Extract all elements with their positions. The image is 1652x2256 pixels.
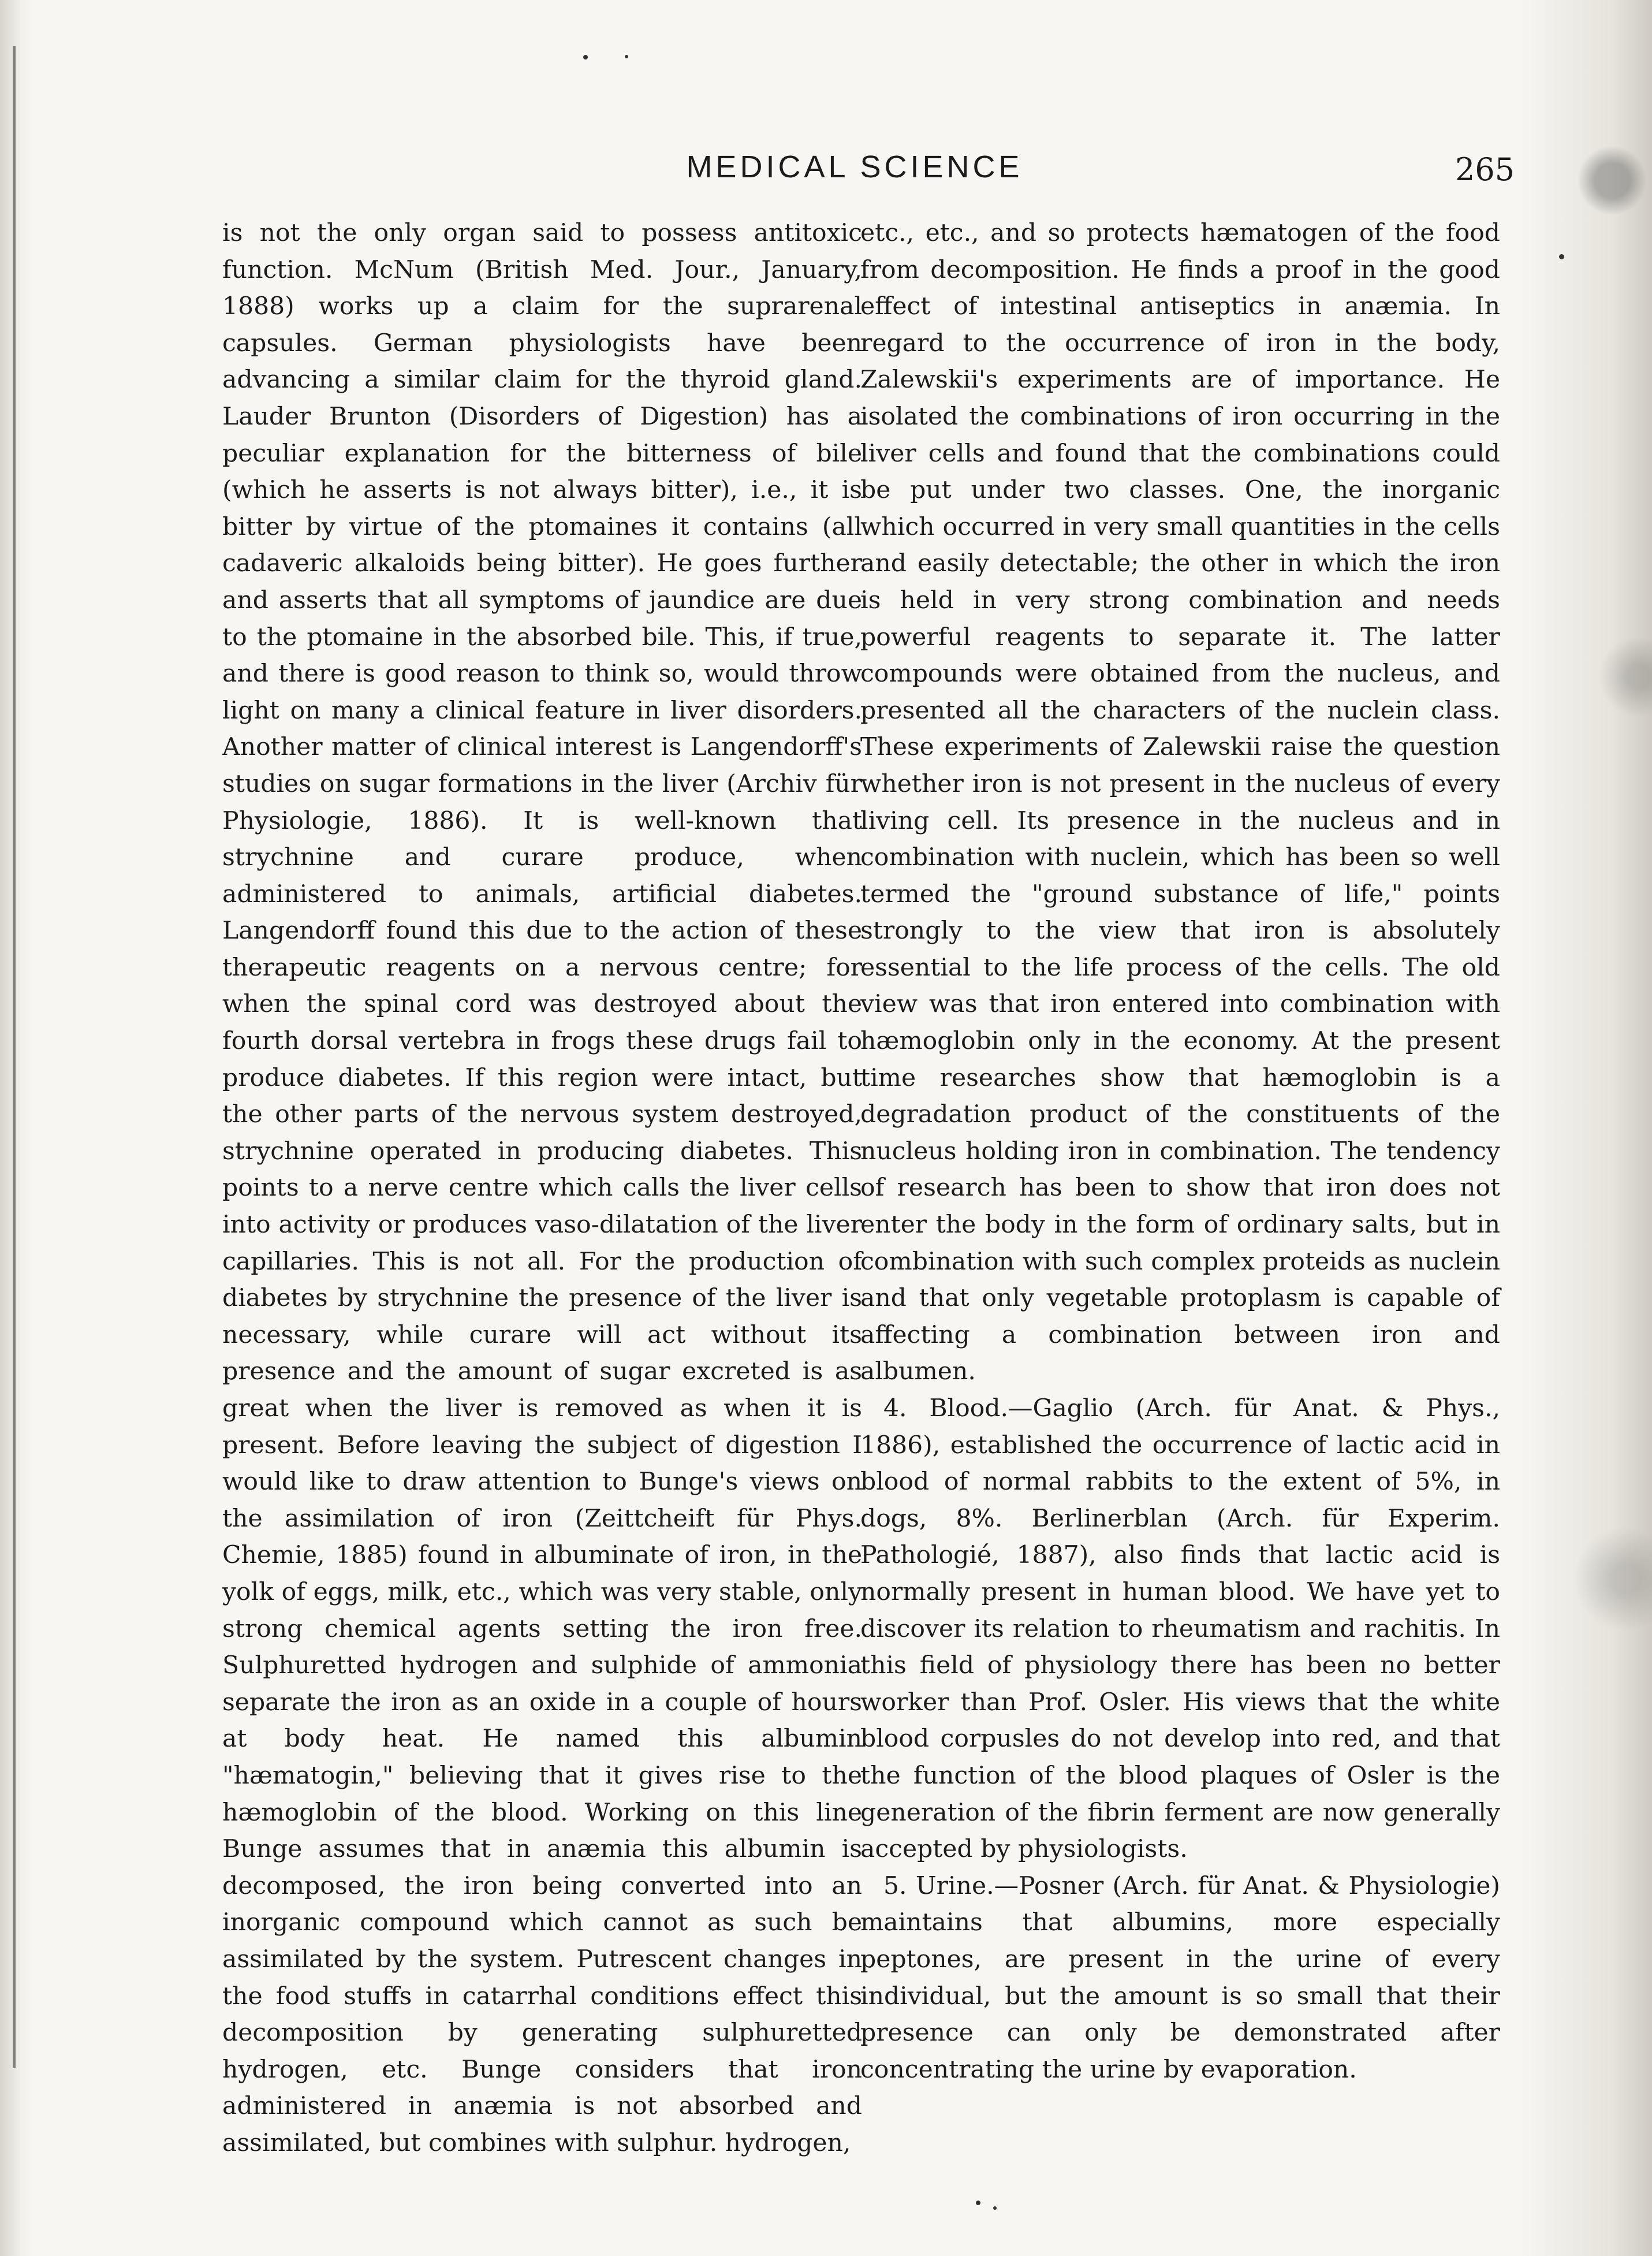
right-column (860, 215, 1500, 2088)
right-page-edge (1519, 0, 1652, 2256)
right-paragraph-blood: 4. Blood.—Gaglio (Arch. für Anat. & Phys., 1886), established the occurrence of lactic acid in blood of normal rabbits to the extent of 5%, in dogs, 8%. Berlinerblan (Arch. für Experim. Pathologié, 1887), also finds that lactic acid is normally present in human blood. We have yet to discover its relation to rheumatism and rachitis. In this field of physiology there has been no better worker than Prof. Osler. His views that the white blood corpusles do not develop into red, and that the function of the blood plaques of Osler is the generation of the fibrin ferment are now generally accepted by physiologists. (860, 1394, 1500, 1864)
ink-speck (625, 55, 628, 58)
ink-speck (976, 2201, 980, 2205)
binding-shadow (13, 46, 16, 2068)
ink-speck (1559, 254, 1564, 259)
left-paragraph-1: is not the only organ said to possess antitoxic function. McNum (British Med. Jour., January, 1888) works up a claim for the suprarenal capsules. German physiologists have been advancing a similar claim for the thyroid gland. Lauder Brunton (Disorders of Digestion) has a peculiar explanation for the bitterness of bile (which he asserts is not always bitter), i.e., it is bitter by virtue of the ptomaines it contains (all cadaveric alkaloids being bitter). He goes further and asserts that all symptoms of jaundice are due to the ptomaine in the absorbed bile. This, if true, and there is good reason to think so, would throw light on many a clinical feature in liver disorders. Another matter of clinical interest is Langendorff's studies on sugar formations in the liver (Archiv für Physiologie, 1886). It is well-known that strychnine and curare produce, when administered to animals, artificial diabetes. Langendorff found this due to the action of these therapeutic reagents on a nervous centre; for when the spinal cord was destroyed about the fourth dorsal vertebra in frogs these drugs fail to produce diabetes. If this region were intact, but the other parts of the nervous system destroyed, strychnine operated in producing diabetes. This points to a nerve centre which calls the liver cells into activity or produces vaso-dilatation of the liver capillaries. This is not all. For the production of diabetes by strychnine the presence of the liver is necessary, while curare will act without its presence and the amount of sugar excreted is as great when the liver is removed as when it is present. Before leaving the subject of digestion I would like to draw attention to Bunge's views on the assimilation of iron (Zeittcheift für Phys. Chemie, 1885) found in albuminate of iron, in the yolk of eggs, milk, etc., which was very stable, only strong chemical agents setting the iron free. Sulphuretted hydrogen and sulphide of ammonia separate the iron as an oxide in a couple of hours at body heat. He named this albumin "hæmatogin," believing that it gives rise to the hæmoglobin of the blood. Working on this line Bunge assumes that in anæmia this albumin is decomposed, the iron being converted into an inorganic compound which cannot as such be assimilated by the system. Putrescent changes in the food stuffs in catarrhal conditions effect this decomposition by generating sulphuretted hydrogen, etc. Bunge considers that iron administered in anæmia is not absorbed and assimilated, but combines with sulphur. hydrogen, (222, 219, 862, 2157)
ink-speck (993, 2206, 997, 2210)
right-paragraph-urine: 5. Urine.—Posner (Arch. für Anat. & Physiologie) maintains that albumins, more especially peptones, are present in the urine of every individual, but the amount is so small that their presence can only be demonstrated after concentrating the urine by evaporation. (860, 1871, 1500, 2084)
running-header: MEDICAL SCIENCE (686, 150, 1023, 184)
ink-speck (583, 55, 588, 59)
page-number: 265 (1455, 151, 1515, 188)
left-page-edge (0, 0, 35, 2256)
left-column (222, 215, 862, 2161)
right-paragraph-1: etc., etc., and so protects hæmatogen of the food from decomposition. He finds a proof in the good effect of intestinal antiseptics in anæmia. In regard to the occurrence of iron in the body, Zalewskii's experiments are of importance. He isolated the combinations of iron occurring in the liver cells and found that the combinations could be put under two classes. One, the inorganic which occurred in very small quantities in the cells and easily detectable; the other in which the iron is held in very strong combination and needs powerful reagents to separate it. The latter compounds were obtained from the nucleus, and presented all the characters of the nuclein class. These experiments of Zalewskii raise the question whether iron is not present in the nucleus of every living cell. Its presence in the nucleus and in combination with nuclein, which has been so well termed the "ground substance of life," points strongly to the view that iron is absolutely essential to the life process of the cells. The old view was that iron entered into combination with hæmoglobin only in the economy. At the present time researches show that hæmoglobin is a degradation product of the constituents of the nucleus holding iron in combination. The tendency of research has been to show that iron does not enter the body in the form of ordinary salts, but in combination with such complex proteids as nuclein and that only vegetable protoplasm is capable of affecting a combination between iron and albumen. (860, 219, 1500, 1386)
